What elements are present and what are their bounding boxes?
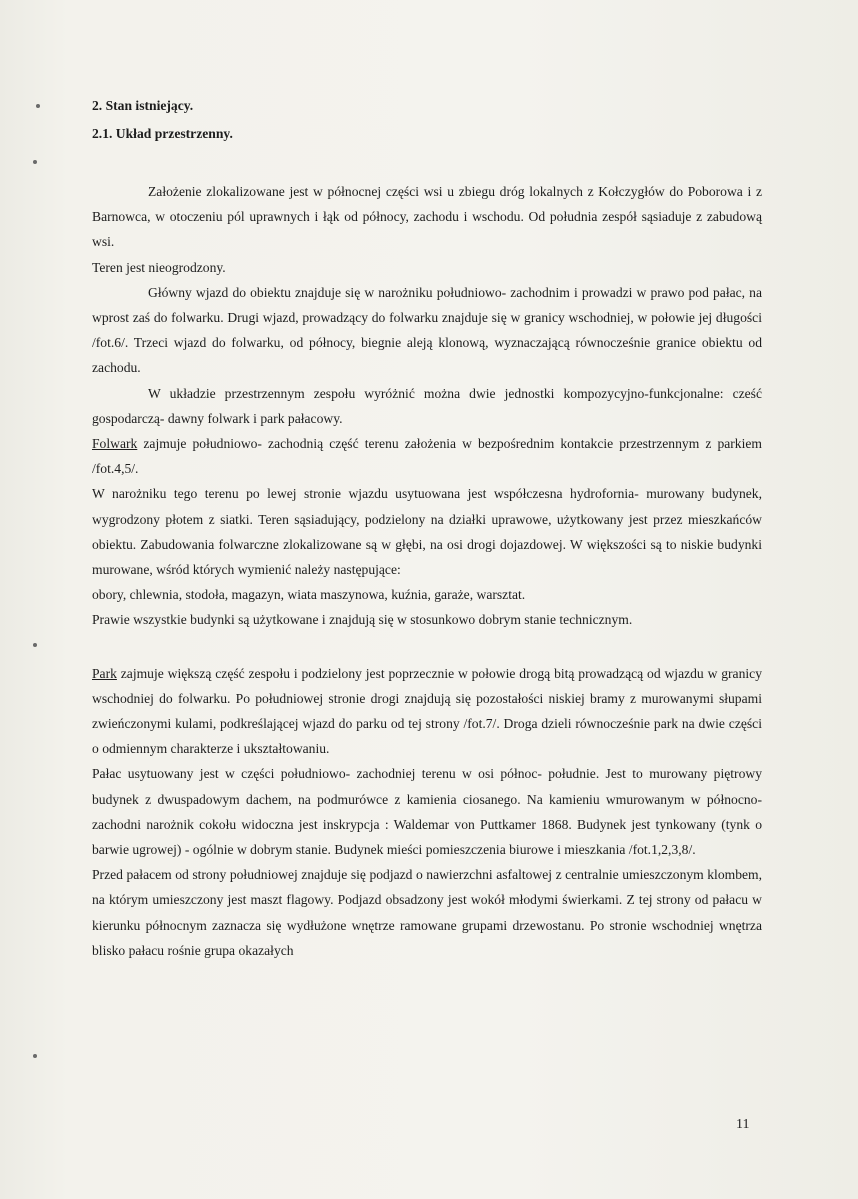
page-number: 11 xyxy=(736,1117,750,1132)
paragraph: Przed pałacem od strony południowej znajduje się podjazd o nawierzchni asfaltowej z centralnie umieszczonym klombem, na którym umieszczony jest maszt flagowy. Podjazd obsadzony jest wokół młodymi świerkami. Z tej strony od pałacu w kierunku północnym zaznacza się wydłużone wnętrze ramowane grupami drzewostanu. Po stronie wschodniej wnętrza blisko pałacu rośnie grupa okazałych xyxy=(92,867,762,958)
paragraph: Pałac usytuowany jest w części południowo- zachodniej terenu w osi północ- południe. Jest to murowany piętrowy budynek z dwuspadowym dachem, na podmurówce z kamienia ciosanego. Na kamieniu wmurowanym w północno- zachodni narożnik cokołu widoczna jest inskrypcja : Waldemar von Puttkamer 1868. Budynek jest tynkowany (tynk o barwie ugrowej) - ogólnie w dobrym stanie. Budynek mieści pomieszczenia biurowe i mieszkania /fot.1,2,3,8/. xyxy=(92,766,762,858)
paragraph: Prawie wszystkie budynki są użytkowane i znajdują się w stosunkowo dobrym stanie technicznym. xyxy=(92,612,633,628)
scan-mark xyxy=(33,160,37,164)
scan-mark xyxy=(33,1054,37,1058)
paragraph-text: zajmuje południowo- zachodnią część terenu założenia w bezpośrednim kontakcie przestrzennym z parkiem /fot.4,5/. xyxy=(92,436,762,477)
paragraph: W układzie przestrzennym zespołu wyróżnić można dwie jednostki kompozycyjno-funkcjonalne: cześć gospodarczą- dawny folwark i park pałacowy. xyxy=(92,385,762,426)
paragraph: obory, chlewnia, stodoła, magazyn, wiata maszynowa, kuźnia, garaże, warsztat. xyxy=(92,587,526,603)
scan-mark xyxy=(33,643,37,647)
paragraph: Założenie zlokalizowane jest w północnej części wsi u zbiegu dróg lokalnych z Kołczygłów do Poborowa i z Barnowca, w otoczeniu pól uprawnych i łąk od północy, zachodu i wschodu. Od południa zespół sąsiaduje z zabudową wsi. xyxy=(92,184,762,250)
paragraph-text: zajmuje większą część zespołu i podzielony jest poprzecznie w połowie drogą bitą prowadzącą od wjazdu w granicy wschodniej do folwarku. Po południowej stronie drogi znajdują się pozostałości niskiej bramy z murowanymi słupami zwieńczonymi kulami, podkreślającej wjazd do parku od tej strony /fot.7/. Droga dzieli równocześnie park na dwie części o odmiennym charakterze i ukształtowaniu. xyxy=(92,665,762,757)
paragraph: Teren jest nieogrodzony. xyxy=(92,259,226,275)
underlined-term: Park xyxy=(92,665,117,681)
paragraph xyxy=(92,431,762,481)
section-heading: 2. Stan istniejący. xyxy=(92,98,194,113)
paragraph xyxy=(92,661,762,762)
underlined-term: Folwark xyxy=(92,436,138,452)
paragraph: Główny wjazd do obiektu znajduje się w narożniku południowo- zachodnim i prowadzi w prawo pod pałac, na wprost zaś do folwarku. Drugi wjazd, prowadzący do folwarku znajduje się w granicy wschodniej, w połowie jej długości /fot.6/. Trzeci wjazd do folwarku, od północy, biegnie aleją klonową, wyznaczającą równocześnie granice obiektu od zachodu. xyxy=(92,284,762,376)
paragraph: W narożniku tego terenu po lewej stronie wjazdu usytuowana jest współczesna hydrofornia- murowany budynek, wygrodzony płotem z siatki. Teren sąsiadujący, podzielony na działki uprawowe, użytkowany jest przez mieszkańców obiektu. Zabudowania folwarczne zlokalizowane są w głębi, na osi drogi dojazdowej. W większości są to niskie budynki murowane, wśród których wymienić należy następujące: xyxy=(92,486,762,578)
scan-mark xyxy=(36,104,40,108)
document-body xyxy=(92,94,762,963)
subsection-heading: 2.1. Układ przestrzenny. xyxy=(92,126,233,141)
